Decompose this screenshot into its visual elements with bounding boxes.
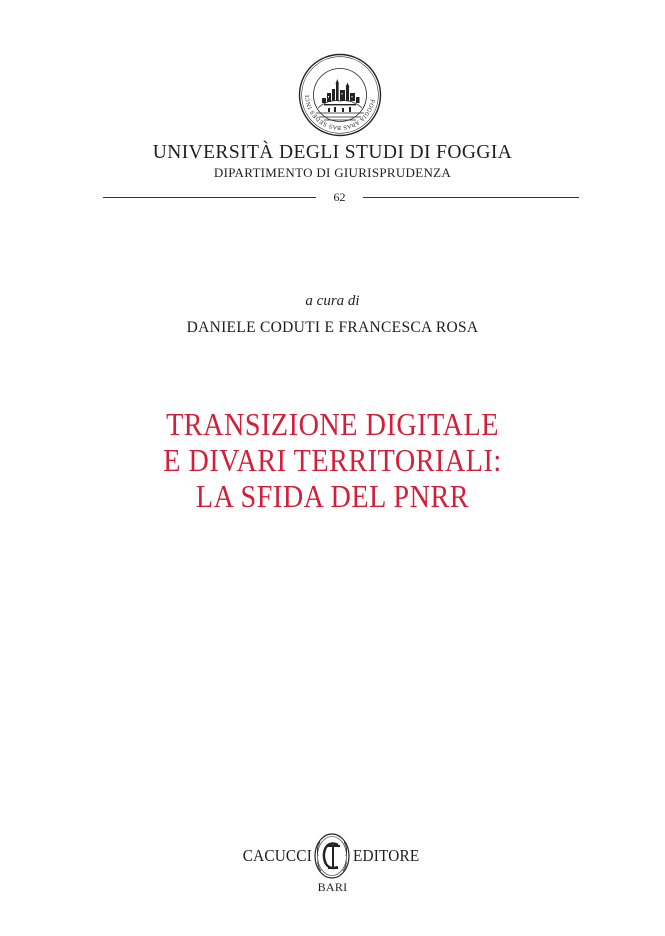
publisher-city: BARI bbox=[317, 880, 348, 894]
seal-inscription: FOGGIA ARAS BAS SEDES INCI bbox=[304, 94, 375, 131]
book-title-line-1: TRANSIZIONE DIGITALE bbox=[166, 406, 499, 442]
university-name: UNIVERSITÀ DEGLI STUDI DI FOGGIA bbox=[152, 142, 513, 163]
department-name: DIPARTIMENTO DI GIURISPRUDENZA bbox=[213, 165, 452, 180]
cacucci-monogram-icon bbox=[313, 832, 351, 880]
book-title bbox=[40, 406, 625, 514]
book-title-line-2: E DIVARI TERRITORIALI: bbox=[163, 442, 502, 478]
header-rule-left bbox=[103, 197, 316, 198]
edited-by-label: a cura di bbox=[305, 293, 360, 309]
editors-names: DANIELE CODUTI E FRANCESCA ROSA bbox=[186, 319, 479, 336]
book-title-line-3: LA SFIDA DEL PNRR bbox=[195, 478, 470, 514]
series-number: 62 bbox=[333, 190, 346, 204]
publisher-name-left: CACUCCI bbox=[242, 846, 312, 865]
university-seal-icon bbox=[298, 53, 382, 137]
publisher-imprint bbox=[0, 832, 665, 872]
publisher-name-right: EDITORE bbox=[353, 846, 420, 865]
header-rule-right bbox=[363, 197, 579, 198]
